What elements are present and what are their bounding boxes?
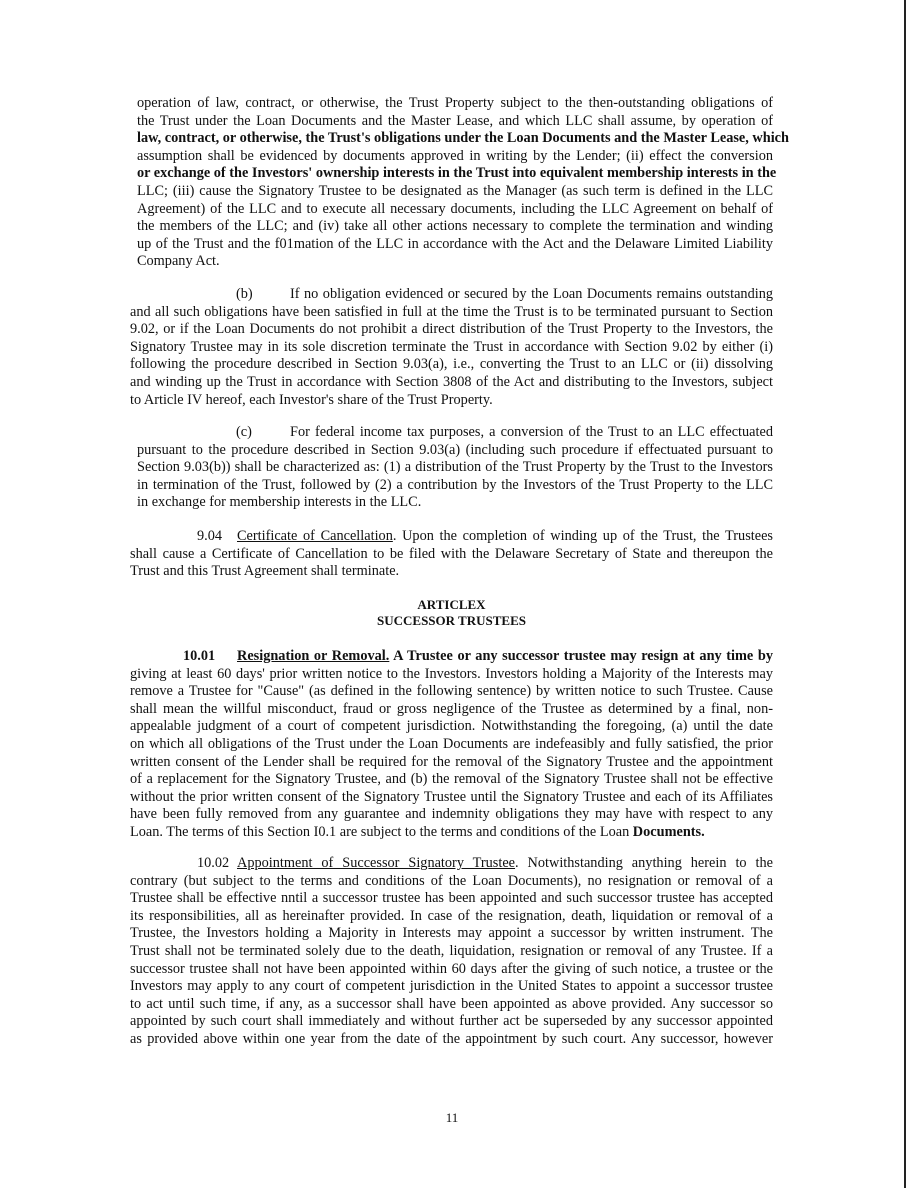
text-line [130,563,773,581]
section-10-02 [130,855,773,1049]
text-line [137,113,773,131]
text-line [130,374,773,392]
text-run: of a replacement for the Signatory Trustee, and (b) the removal of the Signatory Trustee shall not be effective [130,771,773,788]
text-line [137,130,789,148]
text-line [137,95,773,113]
text-line [137,218,773,236]
text-line [130,356,773,374]
text-run: For federal income tax purposes, a conversion of the Trust to an LLC effectuated [290,424,773,440]
section-heading: Resignation or Removal. [237,648,390,664]
text-run: giving at least 60 days' prior written notice to the Investors. Investors holding a Majority of the Interests may [130,665,773,682]
text-line [130,754,773,772]
text-line [130,789,773,807]
text-run: operation of law, contract, or otherwise, the Trust Property subject to the then-outstanding obligations of [137,95,773,111]
text-run: have been fully removed from any guarantee and indemnity obligations they may have with respect to any [130,806,773,823]
text-line [137,201,773,219]
text-line [130,996,773,1014]
text-line [130,718,773,736]
section-number: 10.01 [183,648,216,664]
text-line [137,165,777,183]
text-line [137,494,773,512]
text-line [130,392,773,410]
text-run: shall cause a Certificate of Cancellation to be filed with the Delaware Secretary of State and thereupon the [130,545,773,562]
text-run: Company Act. [137,253,220,270]
text-line [130,771,773,789]
text-line [130,666,773,684]
text-run: its responsibilities, all as hereinafter provided. In case of the resignation, death, liquidation or removal of a [130,907,773,924]
text-run: or exchange of the Investors' ownership interests in the Trust into equivalent membership interests in the [137,165,777,182]
text-run: . Notwithstanding anything herein to the [515,855,773,871]
text-run: in exchange for membership interests in the LLC. [137,494,422,511]
text-run: appealable judgment of a court of competent jurisdiction. Notwithstanding the foregoing, (a) until the date [130,718,773,735]
text-run: 9.02, or if the Loan Documents do not prohibit a direct distribution of the Trust Property to the Investors, the [130,321,773,338]
section-number: (b) [236,286,253,302]
text-line [130,855,773,873]
text-run: Section 9.03(b)) shall be characterized as: (1) a distribution of the Trust Property by the Trust to the Investors [137,459,773,476]
text-run: Investors may apply to any court of competent jurisdiction in the United States to appoint a successor trustee [130,978,773,995]
text-run: law, contract, or otherwise, the Trust's obligations under the Loan Documents and the Master Lease, which [137,130,789,147]
text-run: assumption shall be evidenced by documents approved in writing by the Lender; (ii) effect the conversion [137,147,773,164]
text-line [130,890,773,908]
article-number: ARTICLEX [417,597,486,612]
text-run: contrary (but subject to the terms and conditions of the Loan Documents), no resignation or removal of a [130,872,773,889]
text-line [130,701,773,719]
article-heading [130,597,773,629]
text-line [130,683,773,701]
text-run: Trustee, the Investors holding a Majority in Interests may appoint a successor by written instrument. The [130,925,773,942]
section-heading: Certificate of Cancellation [237,528,393,544]
text-line [130,321,773,339]
text-run: successor trustee shall not have been appointed within 60 days after the giving of such notice, a trustee or the [130,960,773,977]
text-run: remove a Trustee for "Cause" (as defined in the following sentence) by written notice to such Trustee. Cause [130,683,773,700]
text-line [130,286,773,304]
text-line [130,908,773,926]
text-run: Agreement) of the LLC and to execute all necessary documents, including the LLC Agreement on behalf of [137,200,773,217]
text-run: Signatory Trustee may in its sole discretion terminate the Trust in accordance with Section 9.02 by either (i) [130,338,773,355]
paragraph-b [130,286,773,409]
text-line [137,424,773,442]
text-run: Loan. The terms of this Section I0.1 are subject to the terms and conditions of the Loan [130,823,633,840]
text-line [130,648,773,666]
text-line [130,339,773,357]
text-run: up of the Trust and the f01mation of the LLC in accordance with the Act and the Delaware Limited Liability [137,235,773,252]
text-line [130,528,773,546]
text-run: to Article IV hereof, each Investor's share of the Trust Property. [130,391,493,408]
text-run: . Upon the completion of winding up of the Trust, the Trustees [392,528,773,544]
text-line [137,236,773,254]
section-number: (c) [236,424,252,440]
text-run: in termination of the Trust, followed by (2) a contribution by the Investors of the Trust Property to the LLC [137,476,773,493]
paragraph-c [137,424,773,512]
text-run: written consent of the Lender shall be required for the removal of the Signatory Trustee and the appointment [130,753,773,770]
text-run: Documents. [632,823,705,840]
text-run: LLC; (iii) cause the Signatory Trustee to be designated as the Manager (as such term is defined in the LLC [137,182,773,199]
article-title: SUCCESSOR TRUSTEES [377,613,526,628]
text-line [130,978,773,996]
text-run: without the prior written consent of the Signatory Trustee until the Signatory Trustee and each of its Affiliates [130,788,773,805]
text-line [137,253,773,271]
text-line [137,148,773,166]
text-line [130,873,773,891]
text-line [130,304,773,322]
text-run: as provided above within one year from the date of the appointment by such court. Any successor, however [130,1030,773,1047]
text-run: pursuant to the procedure described in Section 9.03(a) (including such procedure if effectuated pursuant to [137,441,773,458]
text-run: following the procedure described in Section 9.03(a), i.e., converting the Trust to an LLC or (ii) dissolving [130,356,773,373]
text-run: Trustee shall be effective nntil a successor trustee has been appointed and such successor trustee has accepted [130,890,773,907]
page-number: 11 [445,1110,459,1125]
text-run: appointed by such court shall immediately and without further act be superseded by any successor appointed [130,1013,773,1030]
text-run: on which all obligations of the Trust under the Loan Documents are indefeasibly and fully satisfied, the prior [130,735,773,752]
text-line [130,806,773,824]
text-line [130,1031,773,1049]
text-line [130,925,773,943]
section-number: 10.02 [197,855,230,871]
section-9-04 [130,528,773,581]
text-run: the members of the LLC; and (iv) take all other actions necessary to complete the termination and winding [137,218,773,235]
text-run: If no obligation evidenced or secured by the Loan Documents remains outstanding [290,286,773,302]
text-run: and all such obligations have been satisfied in full at the time the Trust is to be terminated pursuant to Section [130,303,773,320]
section-10-01 [130,648,773,842]
text-line [137,459,773,477]
section-heading: Appointment of Successor Signatory Trustee [237,855,516,871]
text-line [130,546,773,564]
text-line [137,477,773,495]
paragraph-continuation [137,95,789,271]
text-line [130,736,773,754]
text-run: A Trustee or any successor trustee may resign at any time by [389,648,773,664]
text-run: and winding up the Trust in accordance with Section 3808 of the Act and distributing to the Investors, subject [130,373,773,390]
text-line [137,183,773,201]
text-line [130,961,773,979]
text-run: the Trust under the Loan Documents and the Master Lease, and which LLC shall assume, by operation of [137,112,773,129]
text-line [130,943,773,961]
text-line [130,1013,773,1031]
text-line [130,824,773,842]
text-run: Trust shall not be terminated solely due to the death, liquidation, resignation or removal of any Trustee. If a [130,942,773,959]
text-line [137,442,773,460]
text-run: shall mean the willful misconduct, fraud or gross negligence of the Trustee as determined by a final, non- [130,700,773,717]
section-number: 9.04 [197,528,223,544]
text-run: to act until such time, if any, as a successor shall have been appointed as above provided. Any successor so [130,995,773,1012]
page-edge-border [904,0,906,1188]
text-run: Trust and this Trust Agreement shall terminate. [130,563,400,580]
